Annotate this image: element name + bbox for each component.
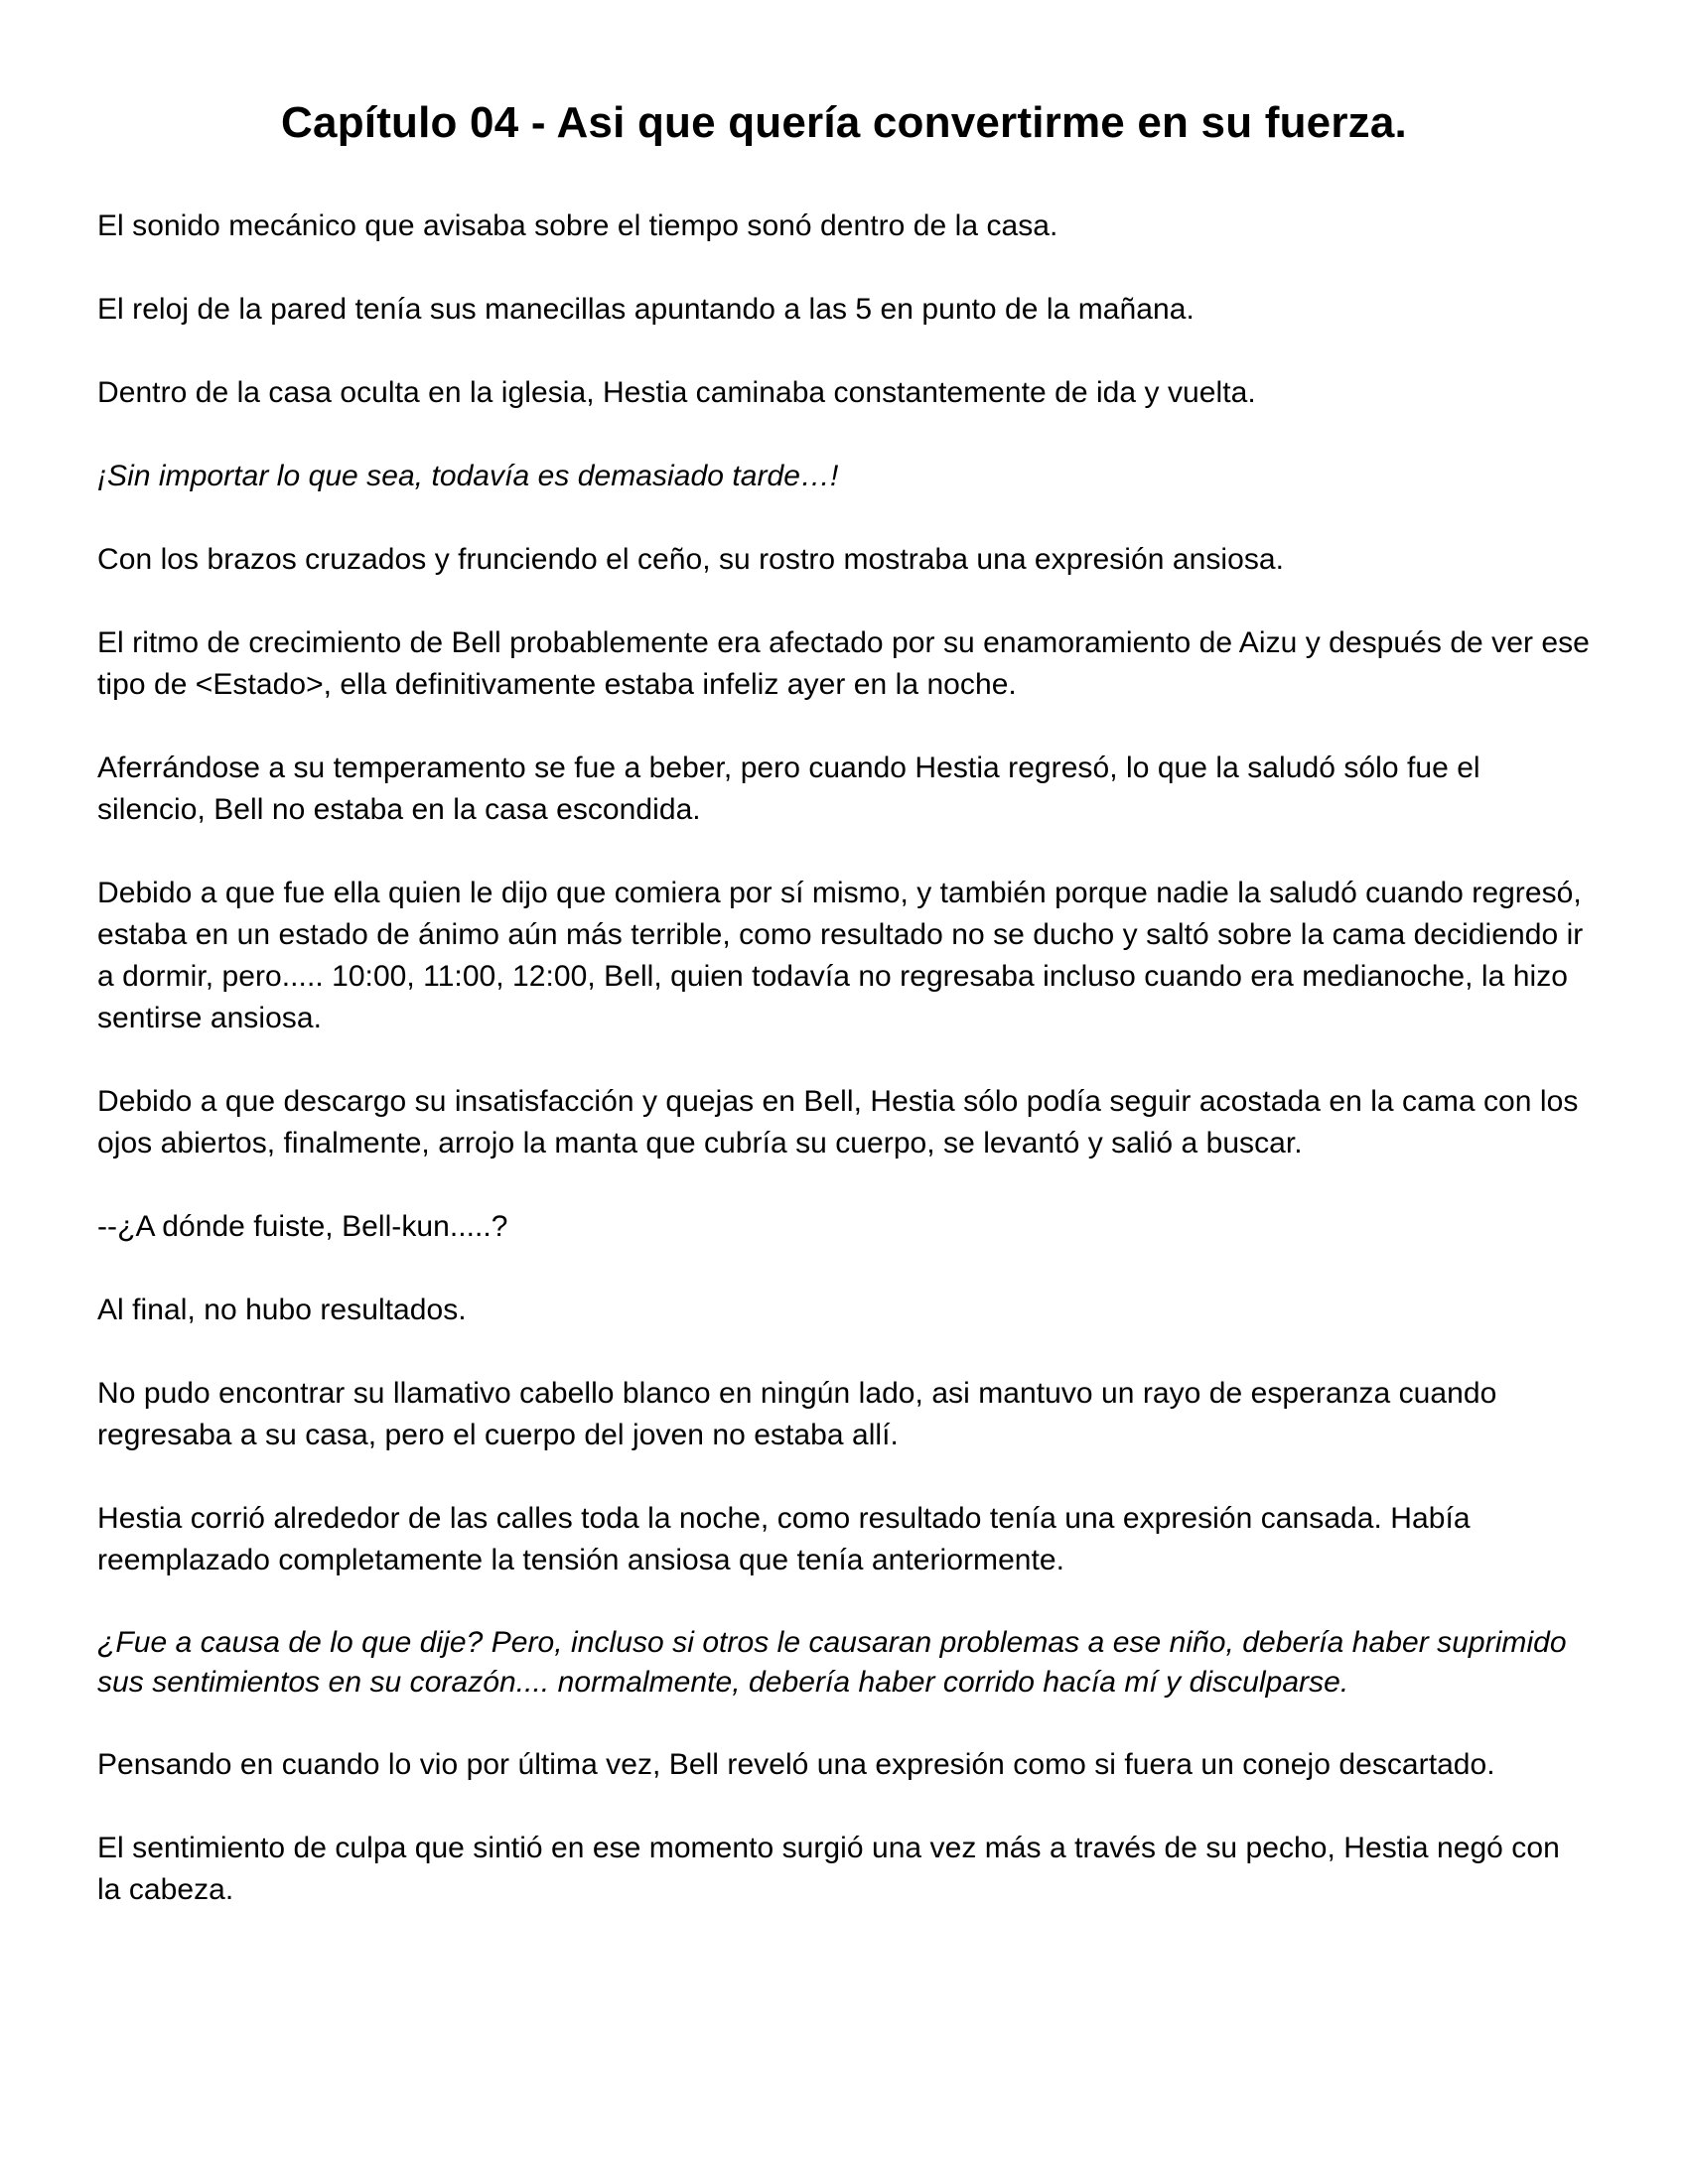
paragraph: Dentro de la casa oculta en la iglesia, Hestia caminaba constantemente de ida y vuelta.	[97, 376, 1256, 409]
paragraph: Hestia corrió alrededor de las calles toda la noche, como resultado tenía una expresión cansada. Había reemplazado completamente la tensión ansiosa que tenía anteriormente.	[97, 1502, 1471, 1576]
paragraph: --¿A dónde fuiste, Bell-kun.....?	[97, 1210, 508, 1243]
paragraph: No pudo encontrar su llamativo cabello blanco en ningún lado, asi mantuvo un rayo de esperanza cuando regresaba a su casa, pero el cuerpo del joven no estaba allí.	[97, 1377, 1497, 1451]
paragraph: Al final, no hubo resultados.	[97, 1294, 467, 1326]
italic-thought-paragraph: ¡Sin importar lo que sea, todavía es demasiado tarde…!	[97, 460, 839, 492]
paragraph: Aferrándose a su temperamento se fue a beber, pero cuando Hestia regresó, lo que la saludó sólo fue el silencio, Bell no estaba en la casa escondida.	[97, 751, 1480, 826]
paragraph: El reloj de la pared tenía sus manecillas apuntando a las 5 en punto de la mañana.	[97, 293, 1195, 326]
paragraph: El sonido mecánico que avisaba sobre el tiempo sonó dentro de la casa.	[97, 209, 1058, 242]
paragraph: El sentimiento de culpa que sintió en ese momento surgió una vez más a través de su pecho, Hestia negó con la cabeza.	[97, 1832, 1560, 1906]
paragraph: Pensando en cuando lo vio por última vez, Bell reveló una expresión como si fuera un conejo descartado.	[97, 1748, 1495, 1781]
paragraph: Con los brazos cruzados y frunciendo el ceño, su rostro mostraba una expresión ansiosa.	[97, 543, 1284, 576]
chapter-title: Capítulo 04 - Asi que quería convertirme en su fuerza.	[281, 98, 1407, 147]
paragraph: Debido a que descargo su insatisfacción y quejas en Bell, Hestia sólo podía seguir acostada en la cama con los ojos abiertos, finalmente, arrojo la manta que cubría su cuerpo, se levantó y salió a buscar.	[97, 1085, 1579, 1160]
italic-thought-paragraph: ¿Fue a causa de lo que dije? Pero, incluso si otros le causaran problemas a ese niño, debería haber suprimido sus sentimientos en su corazón.... normalmente, debería haber corrido hacía mí y disculparse.	[97, 1626, 1567, 1699]
paragraph: Debido a que fue ella quien le dijo que comiera por sí mismo, y también porque nadie la saludó cuando regresó, estaba en un estado de ánimo aún más terrible, como resultado no se ducho y saltó sobre la cama decidiendo ir a dormir, pero..... 10:00, 11:00, 12:00, Bell, quien todavía no regresaba incluso cuando era medianoche, la hizo sentirse ansiosa.	[97, 877, 1584, 1034]
paragraph: El ritmo de crecimiento de Bell probablemente era afectado por su enamoramiento de Aizu y después de ver ese tipo de <Estado>, ella definitivamente estaba infeliz ayer en la noche.	[97, 626, 1590, 701]
chapter-body	[97, 205, 1591, 1911]
